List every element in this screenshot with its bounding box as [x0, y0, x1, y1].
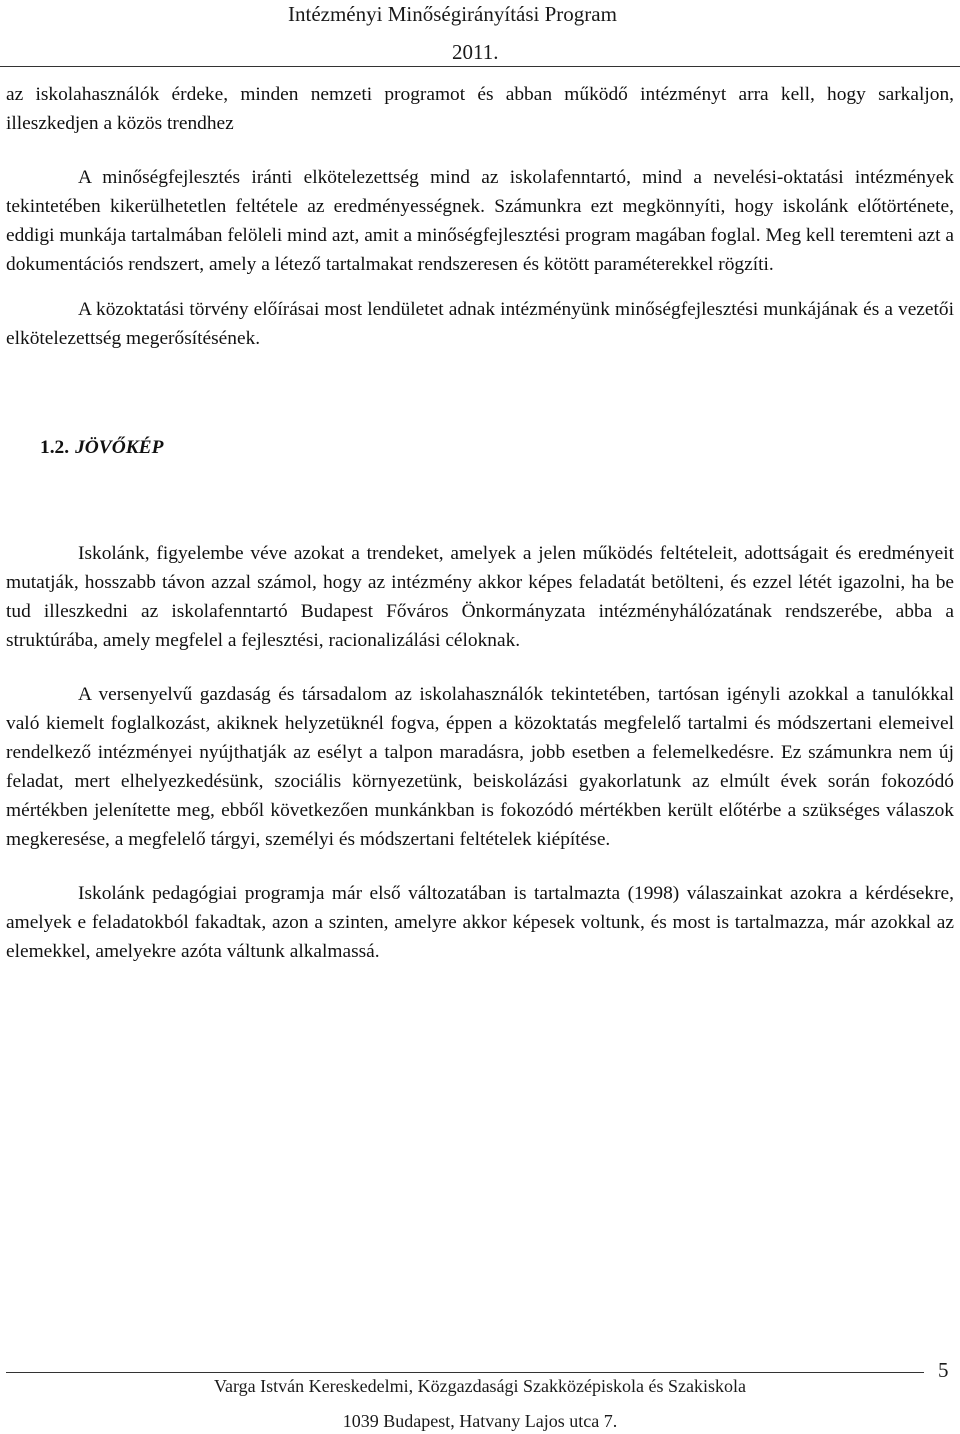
paragraph: Iskolánk pedagógiai programja már első változatában is tartalmazta (1998) válaszainkat azokra a kérdésekre, amelyek e feladatokból fakadtak, azon a szinten, amelyre akkor képesek voltunk, és most is tartalmazza, már azokkal az elemekkel, amelyekre azóta váltunk alkalmassá.: [6, 883, 954, 962]
paragraph: A közoktatási törvény előírásai most lendületet adnak intézményünk minőségfejlesztési munkájának és a vezetői elkötelezettség megerősítésének.: [6, 299, 954, 349]
header-year: 2011.: [452, 40, 499, 64]
section-title: JÖVŐKÉP: [75, 437, 164, 458]
footer-school-name: Varga István Kereskedelmi, Közgazdasági Szakközépiskola és Szakiskola: [214, 1376, 746, 1396]
header-divider: [0, 66, 960, 67]
document-body: [6, 80, 954, 966]
page-number: 5: [938, 1358, 949, 1382]
paragraph: A minőségfejlesztés iránti elkötelezettség mind az iskolafenntartó, mind a nevelési-oktatási intézmények tekintetében kikerülhetetlen feltétele az eredményességnek. Számunkra ezt megkönnyíti, hogy iskolánk előtörténete, eddigi munkája tartalmában felöleli mind azt, amit a minőségfejlesztési program magában foglal. Meg kell teremteni azt a dokumentációs rendszert, amely a létező tartalmakat rendszeresen és kötött paraméterekkel rögzíti.: [6, 167, 954, 275]
footer-divider: [6, 1372, 924, 1373]
section-number: 1.2.: [40, 437, 70, 458]
section-heading: [6, 433, 954, 462]
paragraph-continuation: az iskolahasználók érdeke, minden nemzeti programot és abban működő intézményt arra kell, hogy sarkaljon, illeszkedjen a közös trendhez: [6, 84, 954, 134]
footer-address: 1039 Budapest, Hatvany Lajos utca 7.: [342, 1411, 618, 1431]
paragraph: Iskolánk, figyelembe véve azokat a trendeket, amelyek a jelen működés feltételeit, adottságait és eredményeit mutatják, hosszabb távon azzal számol, hogy az intézmény akkor képes feladatát betölteni, és ezzel létét igazolni, ha be tud illeszkedni az iskolafenntartó Budapest Főváros Önkormányzata intézményhálózatának rendszerébe, abba a struktúrába, amely megfelel a fejlesztési, racionalizálási céloknak.: [6, 543, 954, 651]
page-header: [0, 0, 960, 68]
paragraph: A versenyelvű gazdaság és társadalom az iskolahasználók tekintetében, tartósan igényli azokkal a tanulókkal való kiemelt foglalkozást, akiknek helyzetüknél fogva, éppen a közoktatás megfelelő tartalmi és módszertani elemeivel rendelkező intézményei nyújthatják az esélyt a talpon maradásra, jobb esetben a felemelkedésre. Ez számunkra nem új feladat, mert elhelyezkedésünk, szociális környezetünk, beiskolázási gyakorlatunk az elmúlt évek során fokozódó mértékben jelenítette meg, ebből következően munkánkban is fokozódó mértékben került előtérbe a szükséges válaszok megkeresése, a megfelelő tárgyi, személyi és módszertani feltételek kiépítése.: [6, 684, 954, 850]
header-title: Intézményi Minőségirányítási Program: [288, 2, 617, 26]
